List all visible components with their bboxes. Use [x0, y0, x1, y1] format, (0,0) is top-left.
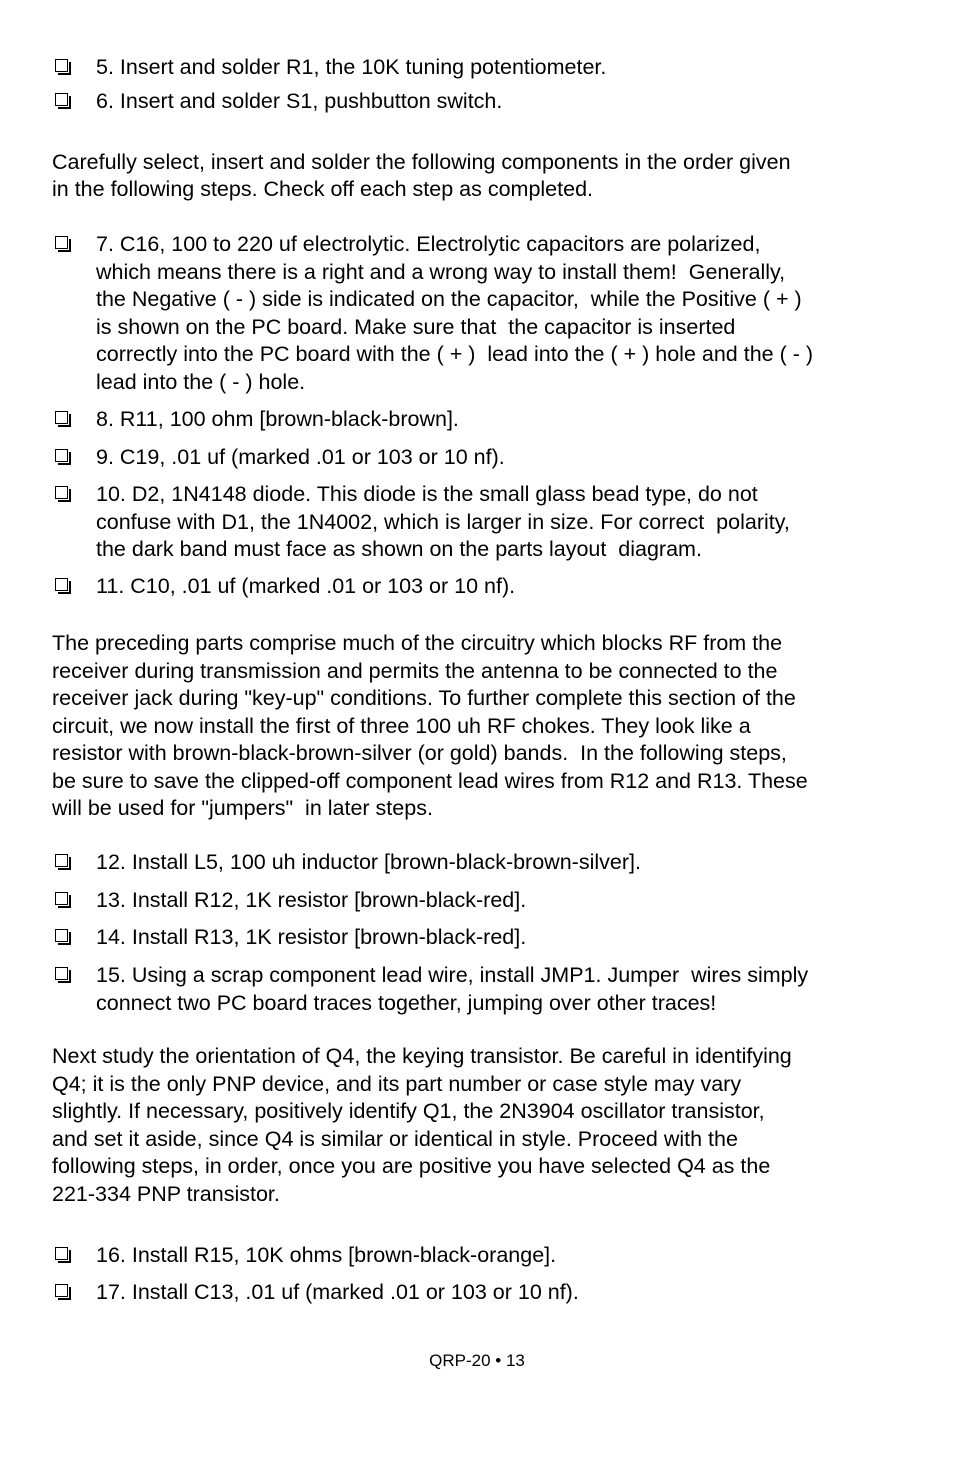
checkbox-icon[interactable] — [55, 578, 68, 591]
item-text: the Negative ( - ) side is indicated on the capacitor, while the Positive ( + ) — [96, 287, 802, 311]
checkbox-icon[interactable] — [55, 236, 68, 249]
checkbox-icon[interactable] — [55, 59, 68, 72]
item-text: 16. Install R15, 10K ohms [brown-black-orange]. — [96, 1243, 557, 1267]
paragraph-line: resistor with brown-black-brown-silver (or gold) bands. In the following steps, — [52, 741, 787, 765]
paragraph-line: receiver during transmission and permits the antenna to be connected to the — [52, 658, 778, 683]
checkbox-icon[interactable] — [55, 967, 68, 980]
item-text: 7. C16, 100 to 220 uf electrolytic. Electrolytic capacitors are polarized, — [96, 232, 761, 256]
item-text: 6. Insert and solder S1, pushbutton switch. — [96, 89, 503, 113]
item-text: the dark band must face as shown on the parts layout diagram. — [96, 537, 702, 561]
paragraph-line: slightly. If necessary, positively identify Q1, the 2N3904 oscillator transistor, — [52, 1099, 765, 1123]
checkbox-icon[interactable] — [55, 1284, 68, 1297]
paragraph-line: Q4; it is the only PNP device, and its part number or case style may vary — [52, 1071, 742, 1096]
checkbox-icon[interactable] — [55, 929, 68, 942]
item-text: correctly into the PC board with the ( + ) lead into the ( + ) hole and the ( - ) — [96, 342, 814, 366]
paragraph-line: Next study the orientation of Q4, the keying transistor. Be careful in identifying — [52, 1044, 792, 1068]
item-text: connect two PC board traces together, jumping over other traces! — [96, 990, 717, 1015]
item-text: 14. Install R13, 1K resistor [brown-black-red]. — [96, 925, 527, 949]
paragraph-line: will be used for "jumpers" in later steps. — [52, 796, 433, 820]
checkbox-icon[interactable] — [55, 93, 68, 106]
item-text: 17. Install C13, .01 uf (marked .01 or 103 or 10 nf). — [96, 1280, 579, 1304]
item-text: 10. D2, 1N4148 diode. This diode is the small glass bead type, do not — [96, 482, 758, 506]
item-text: confuse with D1, the 1N4002, which is larger in size. For correct polarity, — [96, 509, 790, 534]
checkbox-icon[interactable] — [55, 411, 68, 424]
item-text: 5. Insert and solder R1, the 10K tuning potentiometer. — [96, 55, 607, 79]
item-text: lead into the ( - ) hole. — [96, 369, 306, 394]
paragraph-line: circuit, we now install the first of three 100 uh RF chokes. They look like a — [52, 713, 751, 738]
item-text: which means there is a right and a wrong way to install them! Generally, — [96, 259, 786, 284]
item-text: 12. Install L5, 100 uh inductor [brown-black-brown-silver]. — [96, 850, 641, 874]
item-text: 15. Using a scrap component lead wire, install JMP1. Jumper wires simply — [96, 963, 809, 987]
item-text: 8. R11, 100 ohm [brown-black-brown]. — [96, 407, 459, 431]
paragraph-line: following steps, in order, once you are positive you have selected Q4 as the — [52, 1154, 771, 1178]
paragraph-line: 221-334 PNP transistor. — [52, 1181, 280, 1206]
paragraph-line: The preceding parts comprise much of the circuitry which blocks RF from the — [52, 631, 783, 655]
checkbox-icon[interactable] — [55, 854, 68, 867]
paragraph-line: in the following steps. Check off each step as completed. — [52, 177, 593, 201]
paragraph-line: be sure to save the clipped-off component lead wires from R12 and R13. These — [52, 768, 808, 793]
paragraph-line: Carefully select, insert and solder the following components in the order given — [52, 150, 791, 174]
checkbox-icon[interactable] — [55, 486, 68, 499]
item-text: is shown on the PC board. Make sure that the capacitor is inserted — [96, 314, 736, 339]
checkbox-icon[interactable] — [55, 1247, 68, 1260]
checkbox-icon[interactable] — [55, 449, 68, 462]
item-text: 9. C19, .01 uf (marked .01 or 103 or 10 nf). — [96, 445, 505, 469]
checkbox-icon[interactable] — [55, 892, 68, 905]
page-footer: QRP-20 • 13 — [429, 1351, 525, 1370]
item-text: 11. C10, .01 uf (marked .01 or 103 or 10 nf). — [96, 574, 516, 598]
paragraph-line: and set it aside, since Q4 is similar or identical in style. Proceed with the — [52, 1126, 738, 1151]
paragraph-line: receiver jack during "key-up" conditions. To further complete this section of the — [52, 686, 796, 710]
item-text: 13. Install R12, 1K resistor [brown-black-red]. — [96, 888, 527, 912]
